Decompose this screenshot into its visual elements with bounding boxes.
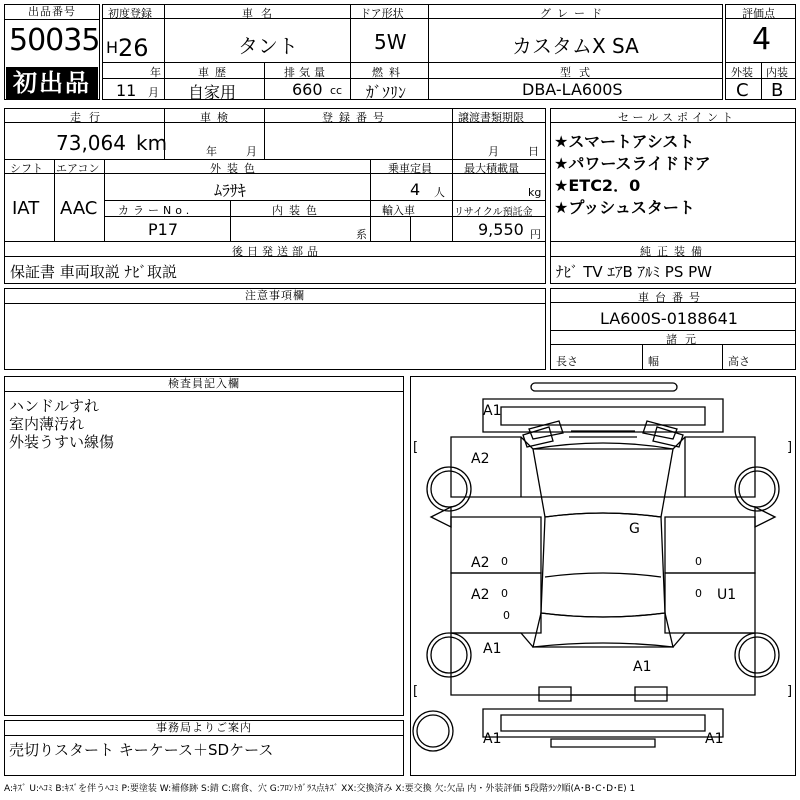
zero-mark-3: 0 bbox=[695, 555, 702, 568]
inspection-label: 車検 bbox=[200, 111, 234, 124]
reg-no-label: 登録番号 bbox=[322, 111, 390, 124]
equipment-value: ﾅﾋﾞ TV ｴｱB ｱﾙﾐ PS PW bbox=[556, 263, 712, 281]
windshield-mark: G bbox=[629, 521, 640, 537]
office-label: 事務局よりご案内 bbox=[5, 721, 403, 736]
displacement-label: 排気量 bbox=[284, 66, 329, 79]
mileage-label: 走行 bbox=[70, 111, 108, 124]
left-bracket-1: [ bbox=[413, 440, 419, 455]
zero-mark-1: 0 bbox=[501, 555, 508, 568]
shift-value: IAT bbox=[12, 198, 40, 219]
chassis-value: LA600S-0188641 bbox=[600, 309, 738, 328]
registration-month-unit: 月 bbox=[148, 86, 159, 99]
recycle-value: 9,550 bbox=[478, 220, 524, 239]
recycle-unit: 円 bbox=[530, 228, 541, 241]
registration-era: H bbox=[106, 38, 119, 57]
first-listing-badge: 初出品 bbox=[6, 67, 98, 99]
rear-right-bumper-mark: A1 bbox=[705, 731, 724, 747]
seats-unit: 人 bbox=[434, 186, 445, 199]
mileage-value: 73,064 bbox=[56, 131, 126, 155]
max-load-unit: kg bbox=[528, 186, 542, 199]
inspector-line-1: ハンドルすれ bbox=[9, 397, 100, 415]
door-label: ドア形状 bbox=[360, 7, 404, 20]
specs-height: 高さ bbox=[728, 355, 750, 368]
lot-label: 出品番号 bbox=[5, 5, 99, 20]
inspection-month-unit: 月 bbox=[246, 145, 257, 158]
front-bumper-mark: A1 bbox=[483, 403, 502, 419]
car-name-label: 車名 bbox=[242, 7, 280, 20]
fuel-label: 燃料 bbox=[372, 66, 406, 79]
history-label: 車歴 bbox=[198, 66, 232, 79]
notes-box bbox=[4, 288, 546, 370]
front-left-door-mark: A2 bbox=[471, 555, 490, 571]
sales-point-3: ★ETC2．0 bbox=[554, 176, 641, 195]
interior-grade-value: B bbox=[771, 80, 784, 101]
right-bracket-1: ] bbox=[787, 440, 793, 455]
right-bracket-2: ] bbox=[787, 684, 793, 699]
later-parts-label: 後日発送部品 bbox=[232, 245, 322, 258]
sales-point-2: ★パワースライドドア bbox=[554, 154, 711, 173]
rear-left-door-mark: A2 bbox=[471, 587, 490, 603]
model-value: DBA-LA600S bbox=[522, 80, 623, 99]
recycle-label: リサイクル預託金 bbox=[454, 207, 533, 218]
rear-left-quarter-mark: A1 bbox=[483, 641, 502, 657]
car-diagram bbox=[411, 377, 795, 775]
history-value: 自家用 bbox=[188, 83, 237, 102]
sales-point-4: ★プッシュスタート bbox=[554, 198, 695, 217]
registration-label: 初度登録 bbox=[108, 7, 152, 20]
rear-left-bumper-mark: A1 bbox=[483, 731, 502, 747]
office-value: 売切りスタート キーケース＋SDケース bbox=[9, 741, 274, 759]
score-label: 評価点 bbox=[742, 7, 775, 20]
roof-mark: A1 bbox=[633, 659, 652, 675]
later-parts-value: 保証書 車両取説 ﾅﾋﾞ取説 bbox=[10, 263, 178, 281]
sales-point-1: ★スマートアシスト bbox=[554, 132, 695, 151]
mileage-unit: km bbox=[136, 131, 168, 155]
aircon-value: AAC bbox=[60, 198, 98, 219]
shift-label: シフト bbox=[10, 162, 43, 175]
legend-text: A:ｷｽﾞ U:ﾍｺﾐ B:ｷｽﾞを伴うﾍｺﾐ P:要塗装 W:補修跡 S:錆 C:腐食、穴 G:ﾌﾛﾝﾄｶﾞﾗｽ点ｷｽﾞ XX:交換済み X:要交換 欠:欠品 内・外装評価 5段階ﾗﾝｸ順(A･B･C･D･E) 1 bbox=[4, 784, 636, 794]
transfer-day-unit: 日 bbox=[528, 145, 539, 158]
fuel-value: ｶﾞｿﾘﾝ bbox=[366, 83, 407, 102]
color-no-value: P17 bbox=[148, 220, 179, 239]
sales-points-label: セールスポイント bbox=[618, 111, 738, 124]
right-door-mark: U1 bbox=[717, 587, 737, 603]
registration-year: 26 bbox=[118, 34, 149, 62]
max-load-label: 最大積載量 bbox=[464, 162, 519, 175]
exterior-grade-label: 外装 bbox=[731, 66, 753, 79]
registration-month: 11 bbox=[116, 81, 137, 100]
equipment-label: 純正装備 bbox=[640, 245, 708, 258]
left-bracket-2: [ bbox=[413, 684, 419, 699]
zero-mark-4: 0 bbox=[695, 587, 702, 600]
inspection-year-unit: 年 bbox=[206, 145, 217, 158]
car-name-value: タント bbox=[238, 34, 298, 58]
front-left-fender-mark: A2 bbox=[471, 451, 490, 467]
interior-grade-label: 内装 bbox=[766, 66, 788, 79]
office-box bbox=[4, 720, 404, 776]
zero-mark-5: 0 bbox=[503, 609, 510, 622]
lot-number: 50035 bbox=[9, 23, 100, 58]
inspector-box bbox=[4, 376, 404, 716]
displacement-unit: cc bbox=[330, 84, 343, 97]
displacement-value: 660 bbox=[292, 80, 323, 99]
specs-length: 長さ bbox=[556, 355, 578, 368]
model-label: 型式 bbox=[560, 66, 598, 79]
seats-value: 4 bbox=[410, 180, 421, 199]
inspector-label: 検査員記入欄 bbox=[5, 377, 403, 392]
aircon-label: エアコン bbox=[56, 162, 100, 175]
int-color-unit: 系 bbox=[356, 228, 367, 241]
car-diagram-box bbox=[410, 376, 796, 776]
seats-label: 乗車定員 bbox=[388, 162, 432, 175]
transfer-month-unit: 月 bbox=[488, 145, 499, 158]
grade-label: グレード bbox=[540, 7, 608, 20]
door-value: 5W bbox=[374, 30, 407, 54]
inspector-line-3: 外装うすい線傷 bbox=[9, 433, 115, 451]
notes-label: 注意事項欄 bbox=[5, 289, 545, 304]
zero-mark-2: 0 bbox=[501, 587, 508, 600]
transfer-label: 譲渡書類期限 bbox=[458, 111, 524, 124]
exterior-grade-value: C bbox=[736, 80, 749, 101]
specs-label: 諸元 bbox=[666, 333, 704, 346]
chassis-label: 車台番号 bbox=[638, 291, 706, 304]
score-value: 4 bbox=[752, 22, 772, 57]
ext-color-value: ﾑﾗｻｷ bbox=[214, 181, 247, 200]
registration-year-unit: 年 bbox=[150, 66, 161, 79]
grade-value: カスタムX SA bbox=[512, 34, 639, 58]
color-no-label: カラーNo. bbox=[118, 204, 194, 217]
specs-width: 幅 bbox=[648, 355, 659, 368]
import-label: 輸入車 bbox=[382, 204, 415, 217]
lot-box bbox=[4, 4, 100, 100]
ext-color-label: 外装色 bbox=[210, 162, 261, 175]
int-color-label: 内装色 bbox=[272, 204, 323, 217]
inspector-line-2: 室内薄汚れ bbox=[9, 415, 85, 433]
